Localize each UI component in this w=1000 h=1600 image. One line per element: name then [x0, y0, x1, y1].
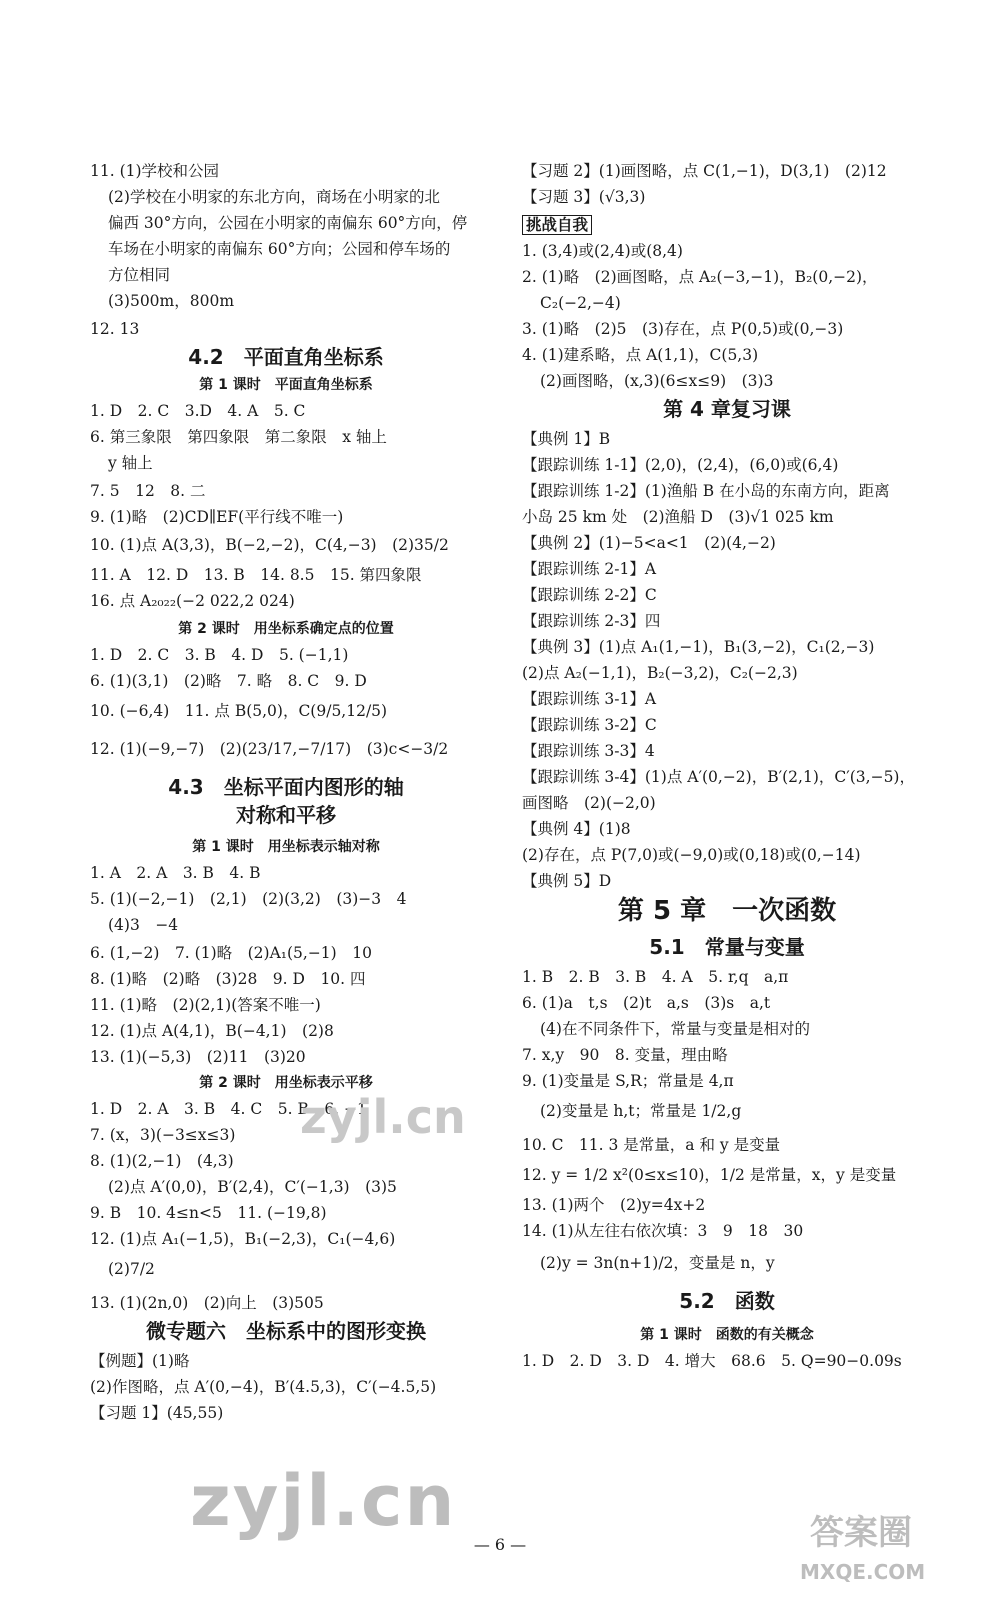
- watermark-zyjl: zyjl.cn: [190, 1460, 457, 1542]
- section-heading: 5.2 函数: [679, 1289, 775, 1313]
- answer-line: 车场在小明家的南偏东 60°方向；公园和停车场的: [108, 240, 451, 258]
- answer-line: 6. (1)a t,s (2)t a,s (3)s a,t: [522, 994, 771, 1012]
- answer-line: 【跟踪训练 2-3】四: [522, 612, 661, 630]
- answer-line: 8. (1)(2,−1) (4,3): [90, 1152, 234, 1170]
- answer-line: 【例题】(1)略: [90, 1352, 190, 1370]
- answer-line: (2)变量是 h,t；常量是 1/2,g: [540, 1102, 742, 1120]
- watermark-site: MXQE.COM: [800, 1560, 926, 1584]
- answer-line: 【跟踪训练 3-3】4: [522, 742, 655, 760]
- answer-line: 11. (1)略 (2)(2,1)(答案不唯一): [90, 996, 321, 1014]
- answer-line: 12. y = 1/2 x²(0≤x≤10)，1/2 是常量，x，y 是变量: [522, 1166, 897, 1184]
- answer-line: 1. (3,4)或(2,4)或(8,4): [522, 242, 683, 260]
- answer-line: 【典例 4】(1)8: [522, 820, 631, 838]
- answer-line: 【典例 2】(1)−5<a<1 (2)(4,−2): [522, 534, 776, 552]
- answer-line: 1. D 2. D 3. D 4. 增大 68.6 5. Q=90−0.09s: [522, 1352, 902, 1370]
- answer-line: 第 2 课时 用坐标系确定点的位置: [178, 621, 394, 637]
- section-heading: 第 5 章 一次函数: [617, 896, 837, 926]
- answer-line: 12. (1)点 A₁(−1,5)，B₁(−2,3)，C₁(−4,6): [90, 1230, 396, 1248]
- answer-line: 14. (1)从左往右依次填：3 9 18 30: [522, 1222, 804, 1240]
- answer-line: 9. (1)变量是 S,R；常量是 4,π: [522, 1072, 734, 1090]
- answer-line: 1. D 2. C 3.D 4. A 5. C: [90, 402, 306, 420]
- answer-line: (4)在不同条件下，常量与变量是相对的: [540, 1020, 810, 1038]
- answer-line: 【跟踪训练 1-1】(2,0)，(2,4)，(6,0)或(6,4): [522, 456, 839, 474]
- answer-line: (2)作图略，点 A′(0,−4)，B′(4.5,3)，C′(−4.5,5): [90, 1378, 437, 1396]
- answer-line: 第 2 课时 用坐标表示平移: [199, 1075, 373, 1091]
- answer-line: 【跟踪训练 3-2】C: [522, 716, 657, 734]
- answer-line: 13. (1)(−5,3) (2)11 (3)20: [90, 1048, 306, 1066]
- answer-line: 9. (1)略 (2)CD∥EF(平行线不唯一): [90, 508, 344, 526]
- answer-line: 13. (1)(2n,0) (2)向上 (3)505: [90, 1294, 324, 1312]
- section-heading: 第 4 章复习课: [663, 397, 791, 421]
- section-heading: 4.2 平面直角坐标系: [188, 345, 384, 369]
- section-heading: 4.3 坐标平面内图形的轴: [168, 775, 404, 799]
- answer-line: 画图略 (2)(−2,0): [522, 794, 656, 812]
- answer-line: 【跟踪训练 2-1】A: [522, 560, 657, 578]
- answer-line: 13. (1)两个 (2)y=4x+2: [522, 1196, 706, 1214]
- answer-line: 3. (1)略 (2)5 (3)存在，点 P(0,5)或(0,−3): [522, 320, 844, 338]
- answer-line: 【跟踪训练 2-2】C: [522, 586, 657, 604]
- answer-line: (2)y = 3n(n+1)/2，变量是 n，y: [540, 1254, 775, 1272]
- answer-line: 2. (1)略 (2)画图略，点 A₂(−3,−1)，B₂(0,−2)，: [522, 268, 878, 286]
- watermark-brand: 答案圈: [810, 1513, 912, 1553]
- answer-line: 【典例 5】D: [522, 872, 612, 890]
- answer-line: 1. A 2. A 3. B 4. B: [90, 864, 261, 882]
- answer-line: 8. (1)略 (2)略 (3)28 9. D 10. 四: [90, 970, 366, 988]
- answer-line: 7. x,y 90 8. 变量，理由略: [522, 1046, 728, 1064]
- answer-line: (2)存在，点 P(7,0)或(−9,0)或(0,18)或(0,−14): [522, 846, 861, 864]
- answer-line: 6. 第三象限 第四象限 第二象限 x 轴上: [90, 428, 387, 446]
- section-heading: 微专题六 坐标系中的图形变换: [146, 1319, 426, 1343]
- answer-line: (3)500m，800m: [108, 292, 235, 310]
- answer-line: 小岛 25 km 处 (2)渔船 D (3)√1 025 km: [522, 508, 834, 526]
- answer-line: (2)点 A′(0,0)，B′(2,4)，C′(−1,3) (3)5: [108, 1178, 397, 1196]
- answer-line: 【跟踪训练 1-2】(1)渔船 B 在小岛的东南方向，距离: [522, 482, 890, 500]
- answer-line: 10. (1)点 A(3,3)，B(−2,−2)，C(4,−3) (2)35/2: [90, 536, 449, 554]
- answer-line: 1. D 2. A 3. B 4. C 5. B 6. −1: [90, 1100, 367, 1118]
- answer-line: 1. B 2. B 3. B 4. A 5. r,q a,π: [522, 968, 789, 986]
- answer-line: 6. (1)(3,1) (2)略 7. 略 8. C 9. D: [90, 672, 367, 690]
- answer-line: 第 1 课时 函数的有关概念: [640, 1327, 814, 1343]
- watermark-zyjl-mid: zyjl.cn: [300, 1090, 466, 1144]
- answer-line: [522, 214, 592, 236]
- answer-line: 12. 13: [90, 320, 140, 338]
- section-heading: 5.1 常量与变量: [649, 935, 805, 959]
- answer-line: 【习题 3】(√3,3): [522, 188, 646, 206]
- answer-line: 10. C 11. 3 是常量，a 和 y 是变量: [522, 1136, 781, 1154]
- answer-line: 7. 5 12 8. 二: [90, 482, 206, 500]
- page-number: — 6 —: [473, 1535, 527, 1554]
- answer-line: 12. (1)点 A(4,1)，B(−4,1) (2)8: [90, 1022, 334, 1040]
- answer-line: 11. (1)学校和公园: [90, 162, 220, 180]
- answer-line: 6. (1,−2) 7. (1)略 (2)A₁(5,−1) 10: [90, 944, 372, 962]
- answer-line: y 轴上: [108, 454, 153, 472]
- answer-line: (2)画图略，(x,3)(6≤x≤9) (3)3: [540, 372, 774, 390]
- answer-line: 偏西 30°方向，公园在小明家的南偏东 60°方向，停: [108, 214, 468, 232]
- answer-line: 16. 点 A₂₀₂₂(−2 022,2 024): [90, 592, 295, 610]
- answer-line: 11. A 12. D 13. B 14. 8.5 15. 第四象限: [90, 566, 422, 584]
- answer-line: (2)学校在小明家的东北方向，商场在小明家的北: [108, 188, 440, 206]
- answer-line: 【跟踪训练 3-1】A: [522, 690, 657, 708]
- answer-line: 12. (1)(−9,−7) (2)(23/17,−7/17) (3)c<−3/2: [90, 740, 449, 758]
- answer-line: 7. (x，3)(−3≤x≤3): [90, 1126, 236, 1144]
- answer-line: 【习题 1】(45,55): [90, 1404, 224, 1422]
- answer-line: 9. B 10. 4≤n<5 11. (−19,8): [90, 1204, 327, 1222]
- answer-line: 【跟踪训练 3-4】(1)点 A′(0,−2)，B′(2,1)，C′(3,−5)，: [522, 768, 915, 786]
- answer-line: 方位相同: [108, 266, 171, 284]
- answer-line: C₂(−2,−4): [540, 294, 621, 312]
- answer-line: 【典例 3】(1)点 A₁(1,−1)，B₁(3,−2)，C₁(2,−3): [522, 638, 875, 656]
- answer-line: (4)3 −4: [108, 916, 179, 934]
- section-heading: 对称和平移: [236, 803, 336, 827]
- answer-line: 【典例 1】B: [522, 430, 611, 448]
- answer-line: 10. (−6,4) 11. 点 B(5,0)，C(9/5,12/5): [90, 702, 388, 720]
- answer-line: 5. (1)(−2,−1) (2,1) (2)(3,2) (3)−3 4: [90, 890, 407, 908]
- answer-line: (2)7/2: [108, 1260, 155, 1278]
- answer-line: 第 1 课时 用坐标表示轴对称: [192, 839, 380, 855]
- answer-line: 第 1 课时 平面直角坐标系: [199, 377, 373, 393]
- answer-line: (2)点 A₂(−1,1)，B₂(−3,2)，C₂(−2,3): [522, 664, 798, 682]
- answer-line: 【习题 2】(1)画图略，点 C(1,−1)，D(3,1) (2)12: [522, 162, 887, 180]
- boxed-label: 挑战自我: [522, 215, 592, 235]
- answer-line: 1. D 2. C 3. B 4. D 5. (−1,1): [90, 646, 349, 664]
- answer-line: 4. (1)建系略，点 A(1,1)，C(5,3): [522, 346, 759, 364]
